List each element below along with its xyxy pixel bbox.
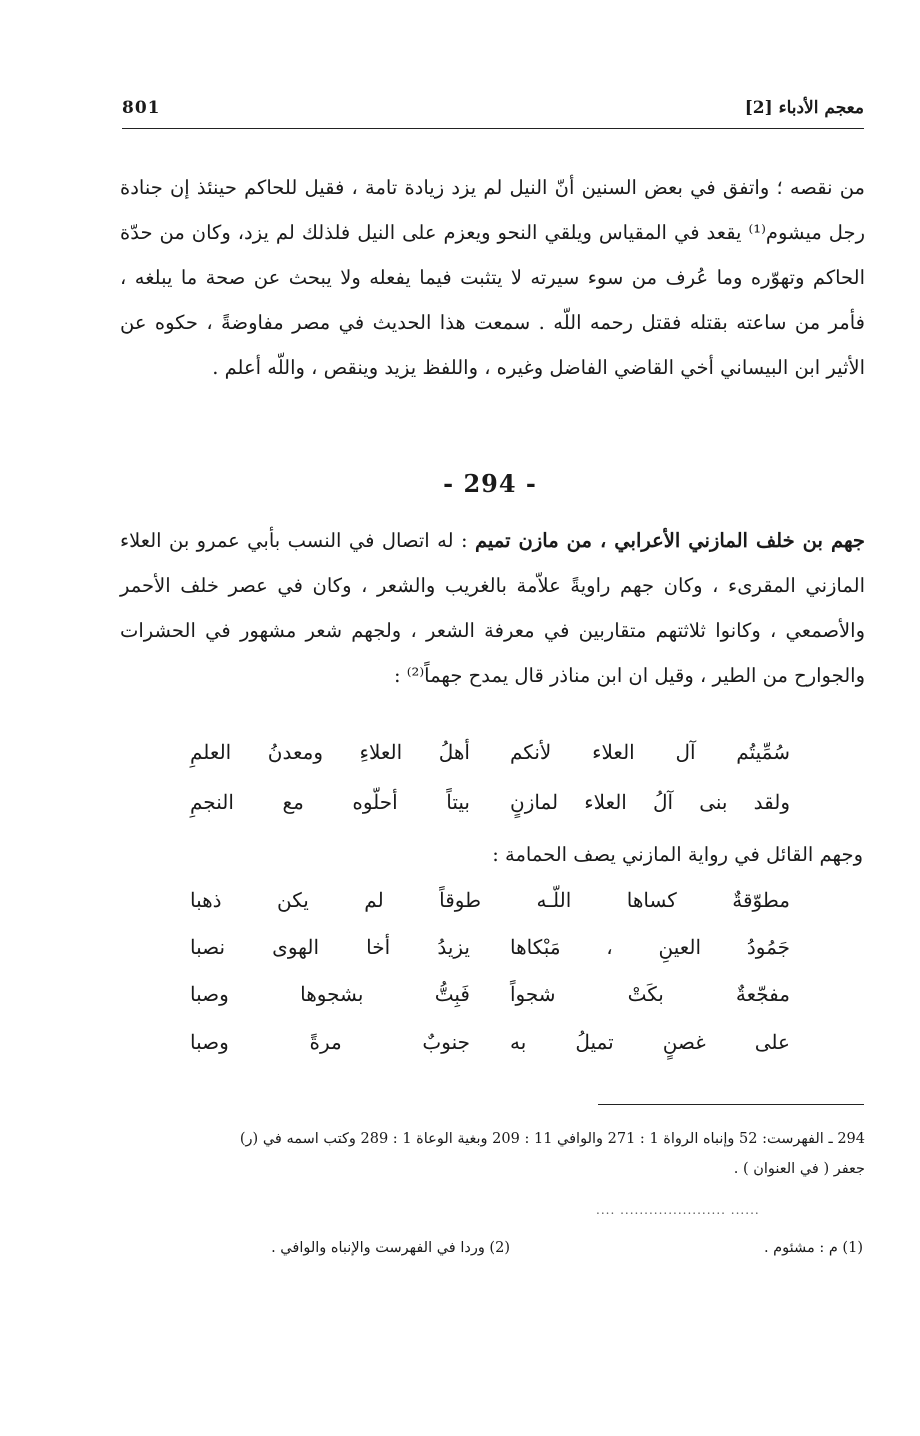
hemistich-second: بيتاً أحلّوه مع النجمِ	[190, 790, 470, 814]
text-line: وكان من حدّة الحاكم وتهوّره وما عُرف من سوء سيرته لا يتثبت فيما يفعله ولا يبحث	[120, 221, 866, 289]
page-number: 801	[122, 98, 161, 118]
footnote-line: جعفر ( في العنوان ) .	[733, 1161, 865, 1177]
verse-full-line: مطوّقةٌ كساها اللّـه طوقاً لم يكن ذهبا	[190, 888, 790, 912]
text-line: : له اتصال في النسب	[287, 529, 475, 552]
hemistich-second: جنوبٌ مرةً وصبا	[190, 1030, 470, 1054]
entry-paragraph	[120, 518, 865, 698]
hemistich-second: يزيدُ أخا الهوى نصبا	[190, 935, 470, 959]
text-line: مصر مفاوضةً ، حكوه عن الأثير ابن البيساني أخي القاضي الفاضل وغيره ، واللفظ	[120, 311, 865, 379]
footnote-line: 294 ـ الفهرست: 52 وإنباه الرواة 1 : 271 والوافي 11 : 209 وبغية الوعاة 1 : 289 وكتب اسمه في (ر)	[239, 1131, 865, 1147]
text-line: ولجهم شعر مشهور في الحشرات والجوارح من الطير ، وقيل ان ابن مناذر قال يمدح	[120, 619, 865, 687]
text-line: من نقصه ؛ واتفق في بعض السنين أنّ النيل لم يزد زيادة تامة ، فقيل للحاكم حينئذ إن	[169, 176, 865, 199]
verse-line	[190, 1030, 790, 1070]
paragraph-1	[120, 165, 865, 390]
text-line: عن صحة ما يبلغه ، فأمر من ساعته بقتله فقتل رحمه اللّه . سمعت هذا الحديث في	[120, 266, 865, 334]
dotted-separator: .... ...................... ......	[596, 1203, 760, 1217]
hemistich-first: سُمِّيتُم آل العلاء لأنكم	[510, 740, 790, 764]
hemistich-first: جَمُودُ العينِ ، مَبْكاها	[510, 935, 790, 959]
hemistich-second: فَبِتُّ بشجوها وصبا	[190, 982, 470, 1006]
running-header	[122, 98, 864, 124]
header-divider	[122, 128, 864, 129]
verse-line	[190, 740, 790, 780]
hemistich-second: أهلُ العلاءِ ومعدنُ العلمِ	[190, 740, 470, 764]
hemistich-first: مفجّعةٌ بكَتْ شجواً	[510, 982, 790, 1006]
text-line: يزيد وينقص ، واللّه أعلم .	[212, 356, 417, 379]
text-line: جهماً⁽²⁾ :	[393, 664, 463, 687]
footnote-sources	[120, 1124, 865, 1184]
poem-2-intro: وجهم القائل في رواية المازني يصف الحمامة :	[492, 843, 863, 866]
entry-name: جهم بن خلف المازني الأعرابي ، من مازن تميم	[474, 529, 865, 552]
hemistich-first: ولقد بنى آلُ العلاء لمازنٍ	[510, 790, 790, 814]
entry-number: - 294 -	[443, 469, 537, 498]
verse-line	[190, 888, 790, 928]
verse-line	[190, 982, 790, 1022]
footnote-divider	[598, 1104, 864, 1105]
text-line: بأبي عمرو بن العلاء المازني المقرىء ، وكان جهم راويةً علاّمة بالغريب والشعر ،	[120, 529, 865, 597]
text-line: جنادة رجل ميشوم⁽¹⁾ يقعد في المقياس ويلقي النحو ويعزم على النيل فلذلك لم يزد،	[120, 176, 866, 244]
verse-line	[190, 790, 790, 830]
book-title: معجم الأدباء [2]	[744, 98, 864, 118]
hemistich-first: على غصنٍ تميلُ به	[510, 1030, 790, 1054]
verse-line	[190, 935, 790, 975]
footnote-2: (2) وردا في الفهرست والإنباه والوافي .	[271, 1240, 510, 1256]
text-line: وكان في عصر خلف الأحمر والأصمعي ، وكانوا ثلاثتهم متقاربين في معرفة الشعر ،	[120, 574, 866, 642]
footnote-1: (1) م : مشئوم .	[763, 1240, 863, 1256]
